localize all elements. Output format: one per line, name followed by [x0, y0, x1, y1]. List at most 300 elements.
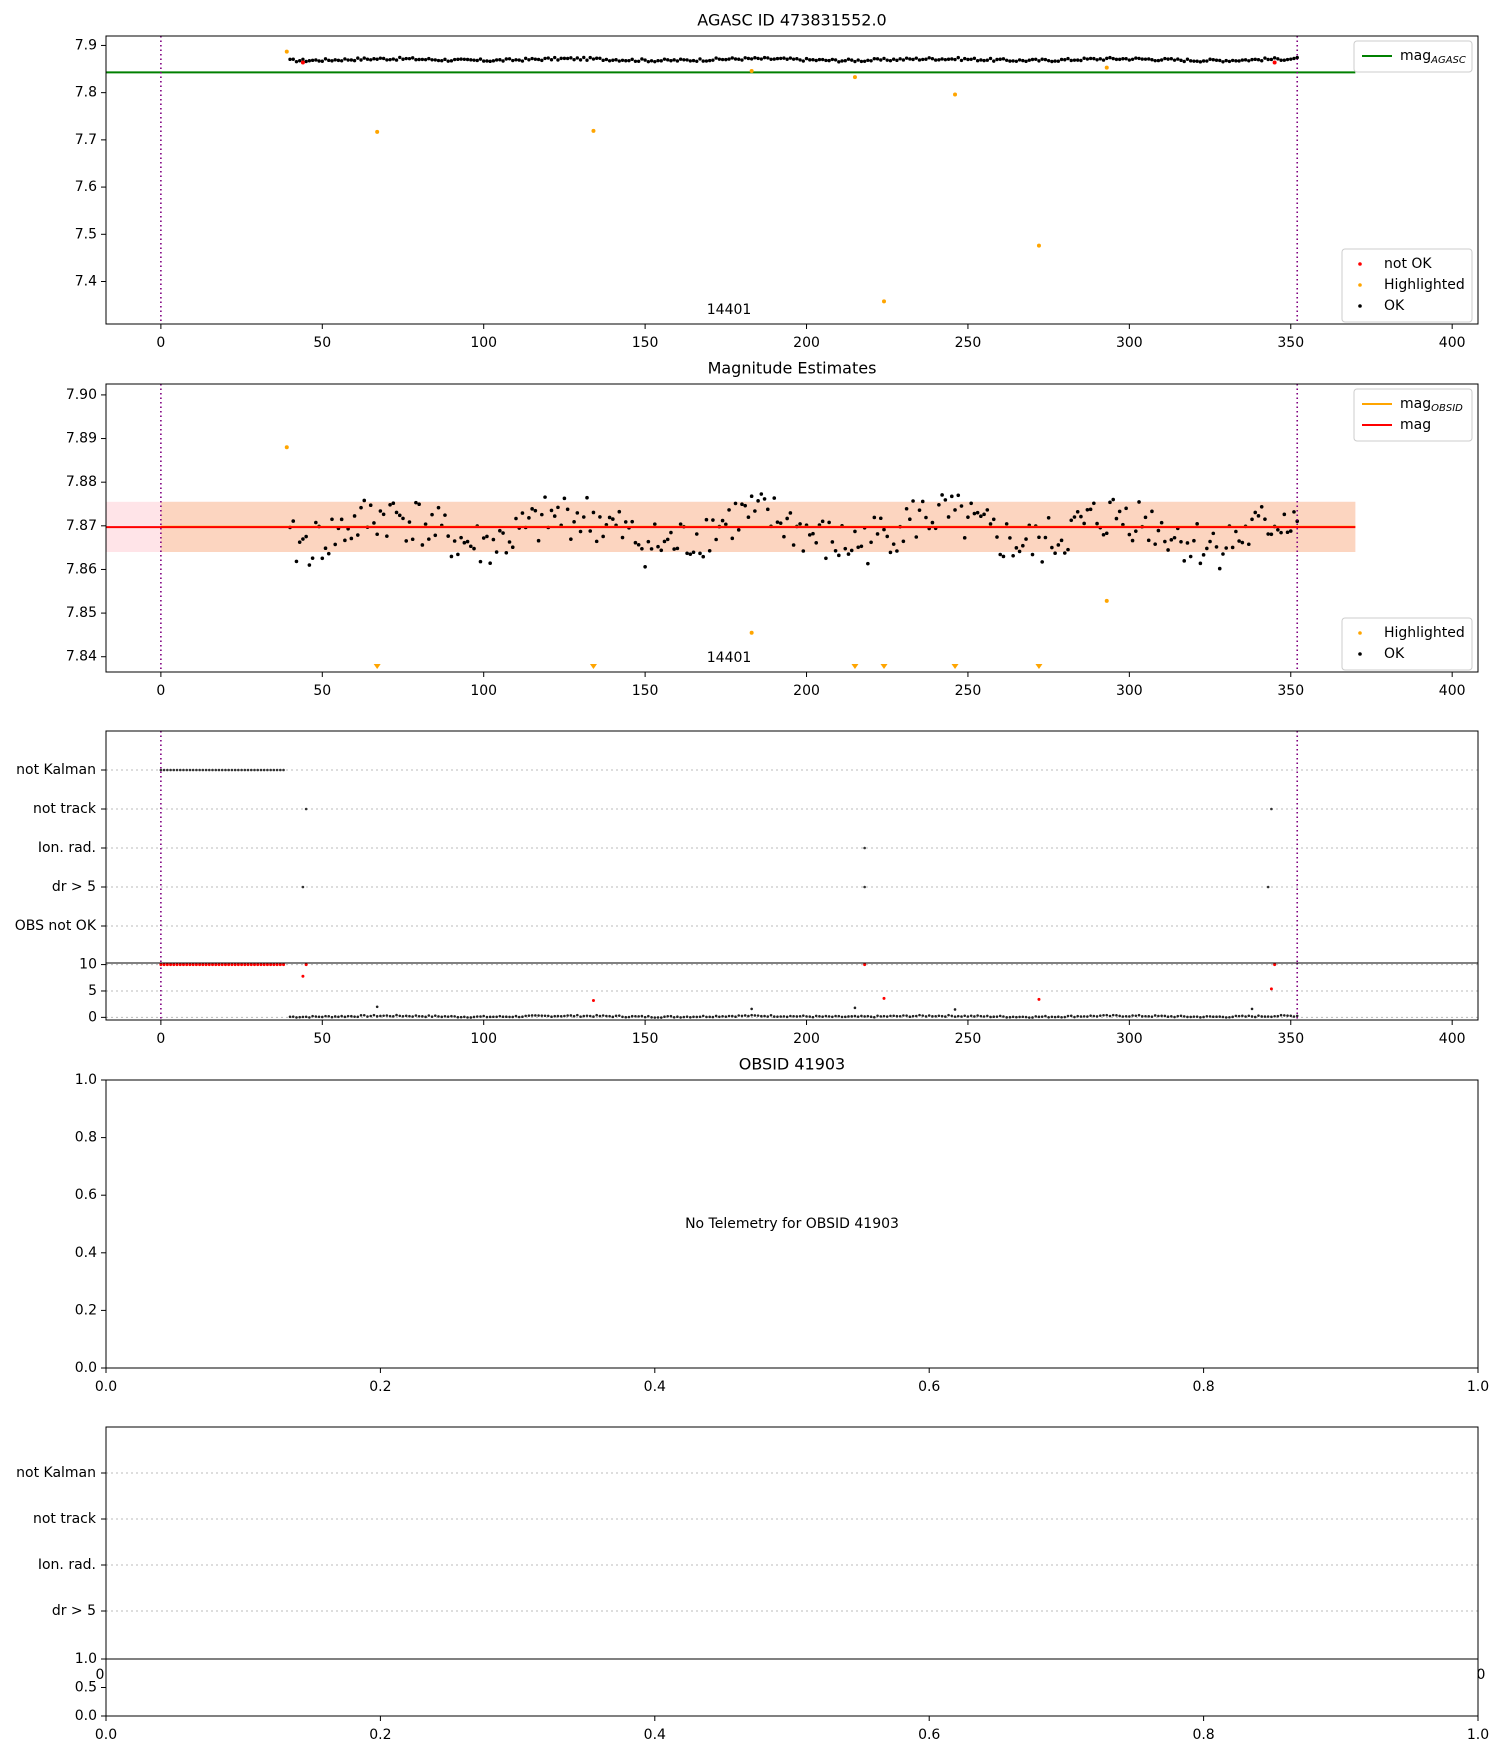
dr-ok-point-302 [1264, 1015, 1267, 1018]
mag-ok-point-223 [1008, 536, 1012, 540]
mag-ok-point-173 [847, 552, 851, 556]
agasc-ok-point-269 [1157, 59, 1160, 62]
mag-ok-point-48 [443, 513, 447, 517]
flags-point-0-35 [273, 769, 276, 772]
agasc-ok-point-94 [592, 57, 595, 60]
agasc-ok-point-19 [350, 58, 353, 61]
mag-xtick-label-1: 50 [313, 683, 332, 699]
dr-ok-point-146 [760, 1015, 763, 1018]
agasc-ok-point-305 [1273, 56, 1276, 59]
mag-ok-point-159 [801, 549, 805, 553]
mag-ok-point-293 [1234, 530, 1238, 534]
dr-ok-point-158 [799, 1015, 802, 1018]
mag-ok-point-152 [779, 521, 783, 525]
agasc-ok-point-134 [721, 58, 724, 61]
mag-ok-point-182 [876, 532, 880, 536]
dr-ok-point-184 [883, 1015, 886, 1018]
dr-ok-point-141 [744, 1014, 747, 1017]
dr-ok-point-150 [773, 1015, 776, 1018]
agasc-ok-point-178 [863, 60, 866, 63]
mag-ok-point-21 [356, 533, 360, 537]
agasc-ok-point-69 [511, 59, 514, 62]
dr-ok-point-75 [531, 1014, 534, 1017]
dr-ytick-label-1: 5 [88, 982, 97, 999]
dr-ok-points [289, 1014, 1299, 1019]
dr-ok-point-82 [553, 1015, 556, 1018]
obsid-xtick-label-5: 1.0 [1466, 1379, 1490, 1395]
agasc-ok-point-126 [695, 60, 698, 63]
dr-ok-point-268 [1154, 1014, 1157, 1017]
dr-axes-frame [106, 963, 1478, 1020]
mag-ok-point-234 [1044, 536, 1048, 540]
agasc-ok-point-187 [892, 58, 895, 61]
agasc-highlighted-point-0 [285, 50, 289, 54]
agasc-ok-point-45 [434, 58, 437, 61]
agasc-ytick-label-3: 7.7 [74, 131, 97, 148]
dr-ok-point-140 [741, 1015, 744, 1018]
mag-ok-point-79 [543, 495, 547, 499]
mag-ok-point-118 [669, 531, 673, 535]
dr-ok-point-99 [608, 1015, 611, 1018]
dr-ok-point-194 [915, 1015, 918, 1018]
mag-ok-point-193 [911, 499, 915, 503]
dr-ok-point-185 [886, 1015, 889, 1018]
dr-ok-point-296 [1244, 1015, 1247, 1018]
dr-ok-point-224 [1012, 1015, 1015, 1018]
dr-ok-point-230 [1031, 1016, 1034, 1019]
mag-ok-point-212 [973, 512, 977, 516]
dr-ok-point-197 [925, 1015, 928, 1018]
mag-ok-point-135 [724, 523, 728, 527]
agasc-legend-label-base-0: mag [1400, 48, 1432, 64]
agasc-ok-point-220 [999, 58, 1002, 61]
flags-point-0-18 [218, 769, 221, 772]
mag-legend-marker-0 [1358, 631, 1362, 635]
dr-ok-point-274 [1173, 1016, 1176, 1019]
dr-ok-point-139 [737, 1014, 740, 1017]
dr-black-point-3 [954, 1008, 957, 1011]
agasc-ok-point-167 [827, 59, 830, 62]
dr-ok-point-209 [963, 1014, 966, 1017]
mag-ok-point-196 [921, 500, 925, 504]
mag-ok-point-241 [1066, 548, 1070, 552]
dr-ok-point-69 [511, 1016, 514, 1019]
flags2-axes-frame [106, 1427, 1478, 1659]
mag-offscale-marker-2 [851, 664, 858, 669]
mag-ok-point-32 [392, 501, 396, 505]
dr-ok-point-16 [340, 1015, 343, 1018]
agasc-title: AGASC ID 473831552.0 [697, 10, 887, 30]
dr-red-row-point-8 [185, 963, 188, 966]
mag-ok-point-282 [1199, 562, 1203, 566]
mag-ok-point-8 [314, 521, 318, 525]
dr-xtick-label-5: 250 [954, 1031, 982, 1047]
mag-ok-point-175 [853, 530, 857, 534]
agasc-ok-point-265 [1144, 57, 1147, 60]
mag-ok-point-232 [1037, 535, 1041, 539]
agasc-ok-point-133 [718, 57, 721, 60]
mag-ok-point-174 [850, 549, 854, 553]
mag-ok-point-180 [869, 540, 873, 544]
agasc-ok-point-29 [382, 57, 385, 60]
mag-xtick-label-6: 300 [1115, 683, 1143, 699]
dr-ok-point-285 [1209, 1015, 1212, 1018]
dr-ok-point-261 [1131, 1014, 1134, 1017]
mag-ok-point-50 [450, 555, 454, 559]
dr2-xtick-label-3: 0.6 [918, 1727, 941, 1743]
mag-ok-point-115 [659, 549, 663, 553]
dr-ok-point-196 [921, 1014, 924, 1017]
dr-xtick-label-8: 400 [1438, 1031, 1466, 1047]
dr2-ytick-label-2: 1.0 [74, 1651, 97, 1667]
mag-ok-point-54 [463, 541, 467, 545]
agasc-ok-point-219 [995, 58, 998, 61]
dr-ok-point-111 [647, 1015, 650, 1018]
mag-ok-point-199 [931, 521, 935, 525]
agasc-ok-point-160 [805, 57, 808, 60]
mag-ok-point-210 [966, 515, 970, 519]
dr-ok-point-37 [408, 1015, 411, 1018]
mag-ok-point-64 [495, 550, 499, 554]
flags-point-0-25 [240, 769, 243, 772]
mag-ok-point-262 [1134, 529, 1138, 533]
dr-ok-point-92 [586, 1014, 589, 1017]
mag-ok-point-261 [1131, 539, 1135, 543]
mag-ok-point-269 [1157, 529, 1161, 533]
flags2-category-label-1: not track [32, 1511, 96, 1527]
dr-xtick-label-3: 150 [631, 1031, 659, 1047]
agasc-ok-point-309 [1286, 58, 1289, 61]
mag-ok-point-111 [647, 540, 651, 544]
agasc-ok-point-225 [1015, 60, 1018, 63]
mag-ok-point-206 [953, 508, 957, 512]
flags-category-label-4: OBS not OK [14, 918, 96, 934]
dr-ok-point-231 [1034, 1015, 1037, 1018]
agasc-ok-point-73 [524, 57, 527, 60]
dr-ok-point-63 [492, 1015, 495, 1018]
agasc-ok-point-302 [1263, 56, 1266, 59]
dr-ok-point-271 [1164, 1015, 1167, 1018]
dr-ok-point-110 [644, 1016, 647, 1019]
agasc-ok-point-53 [459, 57, 462, 60]
dr-red-row-point-21 [227, 963, 230, 966]
dr-ok-point-281 [1196, 1015, 1199, 1018]
dr-red-row-point-29 [253, 963, 256, 966]
dr2-xtick-label-1: 0.2 [369, 1727, 392, 1743]
agasc-ok-point-310 [1289, 57, 1292, 60]
agasc-highlighted-point-5 [882, 299, 886, 303]
agasc-ok-point-212 [973, 57, 976, 60]
agasc-xtick-label-3: 150 [631, 335, 659, 351]
dr-ok-point-71 [518, 1016, 521, 1019]
mag-ok-point-162 [811, 532, 815, 536]
mag-ok-point-292 [1231, 546, 1235, 550]
mag-ok-point-167 [827, 521, 831, 525]
mag-ok-point-112 [650, 547, 654, 551]
agasc-ok-point-176 [856, 58, 859, 61]
dr-ok-point-256 [1115, 1014, 1118, 1017]
dr-ok-point-13 [331, 1016, 334, 1019]
dr-ok-point-164 [818, 1015, 821, 1018]
agasc-ok-point-173 [847, 58, 850, 61]
agasc-ok-point-306 [1276, 57, 1279, 60]
agasc-legend-marker-2 [1358, 304, 1362, 308]
agasc-ok-point-299 [1254, 58, 1257, 61]
dr-ok-point-38 [411, 1015, 414, 1018]
obsid-xtick-label-1: 0.2 [369, 1379, 392, 1395]
agasc-ok-point-12 [327, 59, 330, 62]
mag-ok-point-107 [634, 541, 638, 545]
dr-red-row-point-22 [230, 963, 233, 966]
dr-ok-point-134 [721, 1015, 724, 1018]
mag-legend-label-base-1: mag [1400, 417, 1432, 433]
mag-ok-point-163 [814, 541, 818, 545]
dr-ok-point-87 [570, 1014, 573, 1017]
mag-ok-point-130 [708, 549, 712, 553]
mag-ok-point-141 [743, 504, 747, 508]
agasc-ok-point-26 [372, 57, 375, 60]
agasc-ok-point-118 [669, 59, 672, 62]
agasc-ok-point-116 [663, 57, 666, 60]
dr-red-row-point-13 [201, 963, 204, 966]
dr-ok-point-131 [712, 1016, 715, 1019]
dr-ok-point-208 [960, 1015, 963, 1018]
agasc-ok-point-78 [540, 59, 543, 62]
mag-ok-point-62 [488, 561, 492, 565]
mag-ok-point-155 [789, 511, 793, 515]
mag-ok-point-100 [611, 517, 615, 521]
mag-ok-point-240 [1063, 551, 1067, 555]
agasc-legend-lower [1342, 249, 1472, 322]
mag-ok-point-143 [750, 494, 754, 498]
dr-ok-point-175 [854, 1015, 857, 1018]
agasc-ok-point-253 [1105, 57, 1108, 60]
mag-offscale-marker-0 [374, 664, 381, 669]
agasc-ok-point-140 [740, 58, 743, 61]
obsid-ytick-label-1: 0.2 [74, 1302, 97, 1319]
agasc-ok-point-223 [1008, 59, 1011, 62]
dr-ok-point-195 [918, 1014, 921, 1017]
dr-ok-point-203 [944, 1015, 947, 1018]
dr-ok-point-270 [1160, 1014, 1163, 1017]
dr-ok-point-200 [934, 1015, 937, 1018]
agasc-ok-point-13 [330, 59, 333, 62]
agasc-ok-point-150 [773, 57, 776, 60]
mag-ok-point-11 [324, 546, 328, 550]
flags-point-0-31 [260, 769, 263, 772]
agasc-ok-point-10 [321, 60, 324, 63]
agasc-ok-point-18 [346, 58, 349, 61]
dr-ok-point-148 [766, 1015, 769, 1018]
agasc-ok-point-66 [501, 59, 504, 62]
agasc-ok-point-287 [1215, 59, 1218, 62]
dr-ok-point-46 [437, 1015, 440, 1018]
agasc-ok-point-32 [392, 57, 395, 60]
flags-point-0-26 [244, 769, 247, 772]
dr-ok-point-121 [679, 1016, 682, 1019]
agasc-ok-point-65 [498, 58, 501, 61]
dr-ok-point-113 [654, 1016, 657, 1019]
dr-ok-point-205 [950, 1015, 953, 1018]
agasc-ok-point-244 [1076, 58, 1079, 61]
dr-black-point-0 [376, 1006, 379, 1009]
mag-ok-point-14 [333, 543, 337, 547]
agasc-ok-point-85 [563, 57, 566, 60]
mag-ok-point-1 [291, 519, 295, 523]
dr-ok-point-228 [1025, 1016, 1028, 1019]
dr-red-row-point-20 [224, 963, 227, 966]
mag-ok-point-87 [569, 537, 573, 541]
agasc-legend-upper [1354, 41, 1472, 72]
dr-ytick-label-0: 0 [88, 1009, 97, 1026]
agasc-ok-point-286 [1212, 58, 1215, 61]
mag-xtick-label-7: 350 [1277, 683, 1305, 699]
agasc-legend-label-0: not OK [1384, 256, 1432, 272]
dr-ok-point-177 [860, 1015, 863, 1018]
mag-ok-point-5 [304, 535, 308, 539]
agasc-ok-point-120 [676, 59, 679, 62]
dr2-xtick-label-4: 0.8 [1192, 1727, 1215, 1743]
mag-ok-point-186 [889, 551, 893, 555]
dr-ok-point-156 [792, 1015, 795, 1018]
mag-ok-point-172 [843, 547, 847, 551]
dr-ok-point-64 [495, 1016, 498, 1019]
agasc-ok-point-43 [427, 57, 430, 60]
agasc-ok-point-86 [566, 57, 569, 60]
flags-point-1-1 [1270, 808, 1273, 811]
mag-legend-label-1: OK [1384, 646, 1405, 662]
mag-ok-point-300 [1257, 514, 1261, 518]
agasc-ok-point-114 [656, 59, 659, 62]
dr-ytick-label-2: 10 [79, 956, 97, 973]
agasc-ok-point-298 [1250, 58, 1253, 61]
dr-ok-point-157 [796, 1015, 799, 1018]
agasc-legend-label-1: Highlighted [1384, 277, 1465, 293]
mag-ok-point-123 [685, 551, 689, 555]
mag-ok-point-290 [1224, 546, 1228, 550]
mag-ok-point-10 [320, 557, 324, 561]
mag-ok-point-89 [576, 511, 580, 515]
dr-ok-point-293 [1235, 1015, 1238, 1018]
agasc-ok-point-263 [1137, 57, 1140, 60]
agasc-ok-point-156 [792, 57, 795, 60]
agasc-ok-point-89 [576, 56, 579, 59]
dr-red-point-2 [592, 999, 595, 1002]
dr-ok-point-79 [544, 1014, 547, 1017]
agasc-ok-point-262 [1134, 56, 1137, 59]
agasc-ok-point-128 [702, 59, 705, 62]
mag-ok-point-109 [640, 547, 644, 551]
dr-ok-point-84 [560, 1015, 563, 1018]
mag-ok-point-83 [556, 506, 560, 510]
mag-ok-point-252 [1102, 533, 1106, 537]
mag-ok-point-65 [498, 529, 502, 533]
dr-ok-point-220 [999, 1015, 1002, 1018]
mag-ok-point-59 [479, 560, 483, 564]
agasc-ok-point-30 [385, 58, 388, 61]
dr-ok-point-51 [453, 1015, 456, 1018]
flags-point-0-21 [227, 769, 230, 772]
dr-red-row-point-17 [214, 963, 217, 966]
dr-ok-point-260 [1128, 1015, 1131, 1018]
agasc-ok-point-60 [482, 59, 485, 62]
agasc-ytick-label-2: 7.6 [74, 179, 97, 196]
agasc-ok-point-216 [986, 59, 989, 62]
agasc-legend-label-2: OK [1384, 298, 1405, 314]
dr-ok-point-240 [1063, 1016, 1066, 1019]
dr-ok-point-67 [505, 1015, 508, 1018]
agasc-ok-point-16 [340, 59, 343, 62]
agasc-ok-point-103 [621, 59, 624, 62]
flags-point-0-0 [160, 769, 163, 772]
agasc-ok-point-113 [653, 60, 656, 63]
dr-ok-point-243 [1073, 1016, 1076, 1019]
dr-ok-point-211 [970, 1014, 973, 1017]
agasc-ok-point-71 [518, 58, 521, 61]
mag-ok-point-74 [527, 516, 531, 520]
dr-ok-point-1 [292, 1015, 295, 1018]
mag-ok-point-81 [550, 509, 554, 513]
dr-ok-point-250 [1096, 1015, 1099, 1018]
dr-ok-point-207 [957, 1015, 960, 1018]
mag-highlighted-point-1 [750, 631, 754, 635]
dr-ok-point-171 [841, 1016, 844, 1019]
agasc-ok-point-180 [869, 59, 872, 62]
dr-ok-point-86 [566, 1014, 569, 1017]
mag-ok-point-255 [1111, 498, 1115, 502]
agasc-ok-point-42 [424, 58, 427, 61]
mag-title: Magnitude Estimates [707, 358, 877, 378]
mag-ok-point-219 [995, 535, 999, 539]
dr-ok-point-23 [363, 1014, 366, 1017]
agasc-ok-point-23 [363, 56, 366, 59]
agasc-ok-point-84 [559, 57, 562, 60]
dr-red-row-point-14 [205, 963, 208, 966]
agasc-ok-point-295 [1241, 58, 1244, 61]
mag-ok-point-148 [766, 508, 770, 512]
mag-ok-point-69 [511, 545, 515, 549]
flags-point-0-14 [205, 769, 208, 772]
dr-ok-point-10 [321, 1016, 324, 1019]
agasc-ok-point-214 [979, 58, 982, 61]
mag-ok-point-309 [1286, 530, 1290, 534]
mag-ok-point-88 [572, 520, 576, 524]
dr-ok-point-212 [973, 1015, 976, 1018]
dr-ok-point-149 [770, 1014, 773, 1017]
flags-point-0-8 [185, 769, 188, 772]
mag-ok-point-13 [330, 517, 334, 521]
mag-ok-point-208 [960, 504, 964, 508]
dr-ok-point-246 [1083, 1015, 1086, 1018]
dr-red-row-point-2 [166, 963, 169, 966]
agasc-ok-point-211 [969, 58, 972, 61]
agasc-ok-point-224 [1011, 59, 1014, 62]
mag-highlighted-point-2 [1105, 599, 1109, 603]
agasc-ok-point-192 [908, 57, 911, 60]
mag-legend-label-1 [1400, 417, 1431, 433]
flags-point-1-0 [305, 808, 308, 811]
agasc-ok-point-194 [915, 56, 918, 59]
dr-red-point-0 [305, 963, 308, 966]
agasc-ok-point-68 [508, 57, 511, 60]
dr-ok-point-244 [1076, 1015, 1079, 1018]
agasc-ok-point-257 [1118, 58, 1121, 61]
obsid-xtick-label-2: 0.4 [643, 1379, 666, 1395]
agasc-ok-point-307 [1279, 59, 1282, 62]
agasc-ok-point-124 [689, 59, 692, 62]
mag-ok-point-126 [695, 532, 699, 536]
dr-ok-point-24 [366, 1015, 369, 1018]
